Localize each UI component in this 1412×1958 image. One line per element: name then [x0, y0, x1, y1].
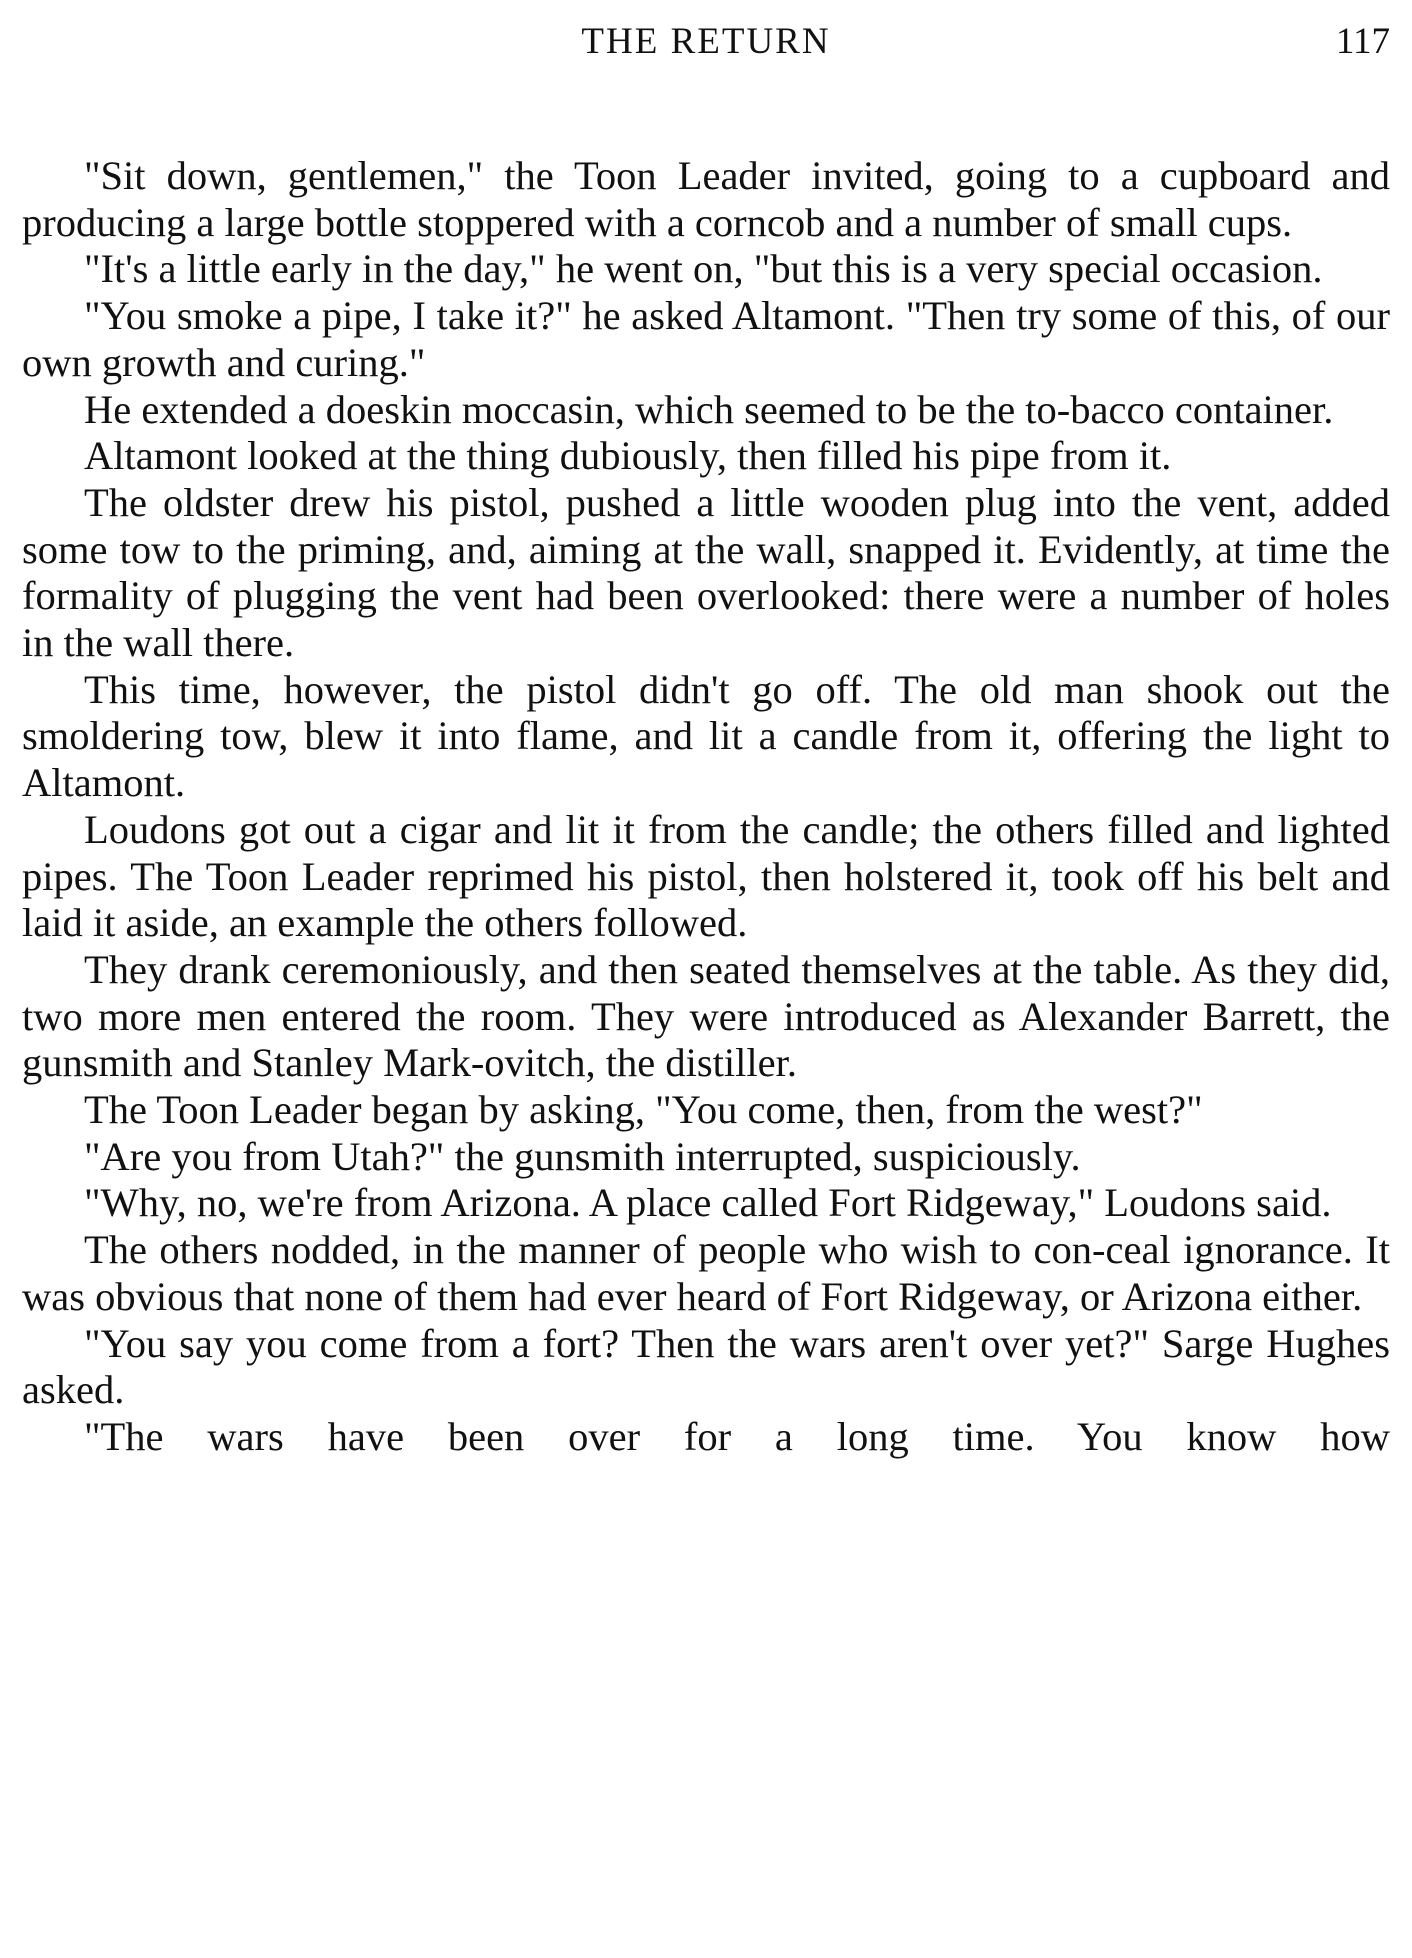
- paragraph: The oldster drew his pistol, pushed a little wooden plug into the vent, added some tow to the priming, and, aiming at the wall, snapped it. Evidently, at time the formality of plugging the vent had been overlooked: there were a number of holes in the wall there.: [22, 479, 1390, 666]
- paragraph: "Are you from Utah?" the gunsmith interrupted, suspiciously.: [84, 1133, 1081, 1179]
- book-page: [22, 0, 1390, 1958]
- paragraph: This time, however, the pistol didn't go off. The old man shook out the smoldering tow, blew it into flame, and lit a candle from it, offering the light to Altamont.: [22, 666, 1390, 806]
- paragraph: Altamont looked at the thing dubiously, then filled his pipe from it.: [84, 433, 1172, 479]
- paragraph: "Sit down, gentlemen," the Toon Leader invited, going to a cupboard and producing a large bottle stoppered with a corncob and a number of small cups.: [22, 153, 1390, 245]
- page-number: 117: [1335, 21, 1390, 62]
- paragraph: They drank ceremoniously, and then seated themselves at the table. As they did, two more men entered the room. They were introduced as Alexander Barrett, the gunsmith and Stanley Mark-ovitch, the distiller.: [22, 946, 1390, 1086]
- paragraph: "The wars have been over for a long time. You know how: [84, 1413, 1390, 1459]
- running-head: [22, 14, 1390, 70]
- paragraph: "You smoke a pipe, I take it?" he asked Altamont. "Then try some of this, of our own growth and curing.": [22, 293, 1390, 385]
- chapter-title: THE RETURN: [581, 21, 831, 62]
- paragraph: "Why, no, we're from Arizona. A place called Fort Ridgeway," Loudons said.: [84, 1180, 1332, 1226]
- paragraph: The others nodded, in the manner of people who wish to con-ceal ignorance. It was obvious that none of them had ever heard of Fort Ridgeway, or Arizona either.: [22, 1227, 1390, 1319]
- paragraph: He extended a doeskin moccasin, which seemed to be the to-bacco container.: [84, 386, 1334, 432]
- paragraph: "It's a little early in the day," he went on, "but this is a very special occasion.: [84, 246, 1323, 292]
- paragraph: The Toon Leader began by asking, "You come, then, from the west?": [84, 1087, 1203, 1133]
- paragraph: Loudons got out a cigar and lit it from the candle; the others filled and lighted pipes. The Toon Leader reprimed his pistol, then holstered it, took off his belt and laid it aside, an example the others followed.: [22, 806, 1390, 946]
- paragraph: "You say you come from a fort? Then the wars aren't over yet?" Sarge Hughes asked.: [22, 1320, 1390, 1413]
- body-text: [22, 153, 1390, 1461]
